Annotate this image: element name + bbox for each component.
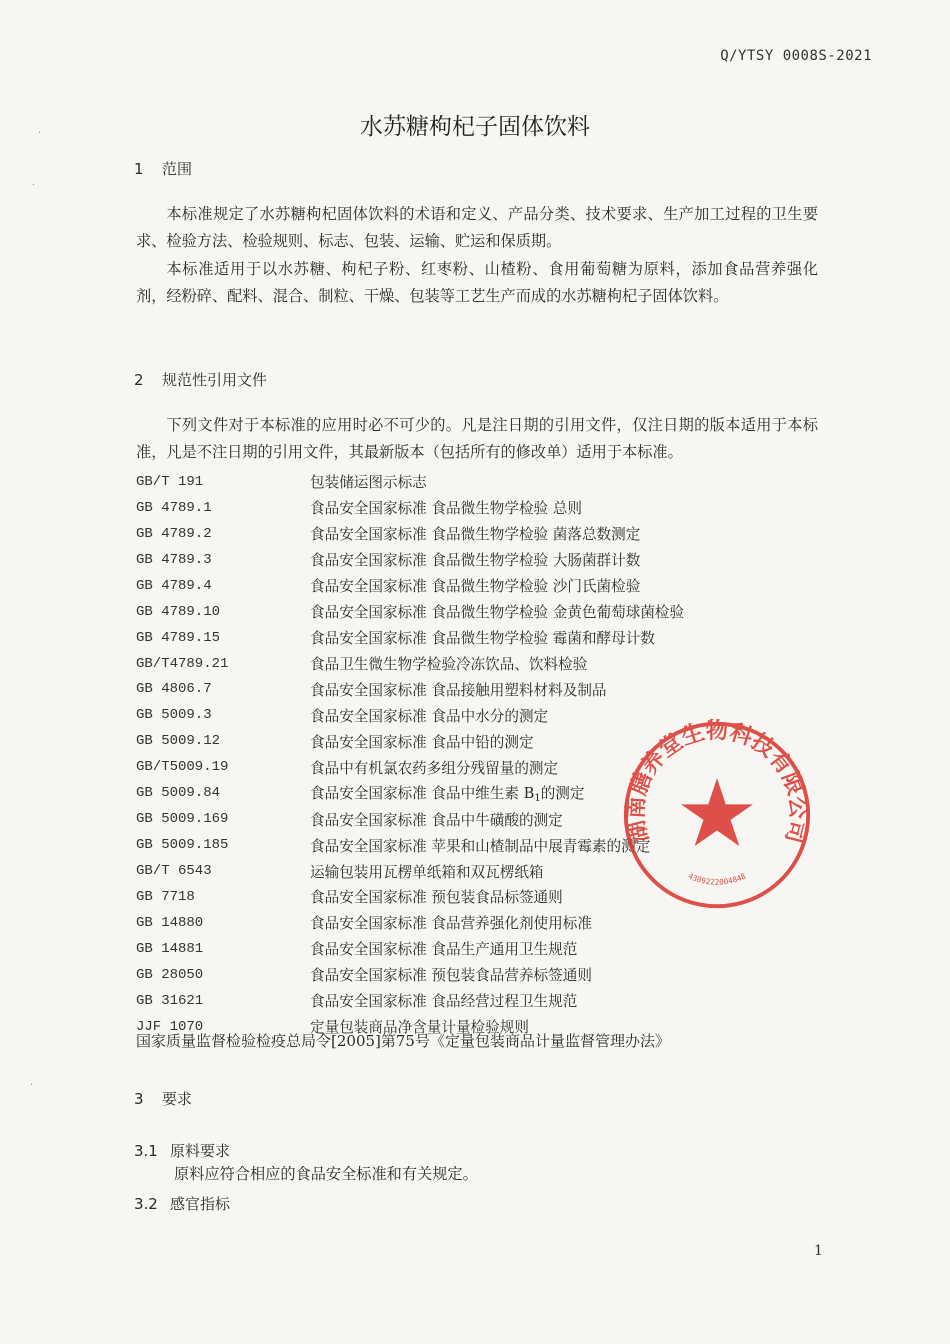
reference-title: 食品安全国家标准 食品中铅的测定: [310, 733, 534, 751]
scan-mark: ·: [32, 180, 36, 191]
reference-item: [136, 702, 684, 728]
reference-title: 食品安全国家标准 苹果和山楂制品中展青霉素的测定: [310, 837, 651, 855]
reference-code: GB 14881: [136, 940, 204, 957]
reference-item: [136, 625, 684, 651]
reference-code: GB 4789.1: [136, 499, 212, 516]
reference-list: [136, 469, 684, 1040]
reference-code: GB 28050: [136, 966, 204, 983]
reference-title: 食品安全国家标准 食品微生物学检验 菌落总数测定: [310, 526, 641, 544]
reference-code: GB 14880: [136, 914, 204, 931]
reference-code: GB 5009.12: [136, 733, 221, 750]
reference-item: [136, 936, 684, 962]
section-2-heading: [134, 369, 267, 390]
requirement-3-1-text: 原料应符合相应的食品安全标准和有关规定。: [174, 1165, 478, 1183]
reference-code: JJF 1070: [136, 1018, 204, 1035]
reference-title: 食品安全国家标准 食品微生物学检验 金黄色葡萄球菌检验: [310, 604, 685, 622]
reference-item: [136, 806, 684, 832]
reference-item: [136, 754, 684, 780]
section-3-heading: [134, 1088, 192, 1109]
company-seal: [620, 718, 814, 912]
reference-item: [136, 599, 684, 625]
reference-code: GB 5009.3: [136, 707, 212, 724]
scan-mark: ·: [30, 1080, 34, 1091]
reference-code: GB 4789.10: [136, 603, 221, 620]
reference-item: [136, 469, 684, 495]
reference-item: [136, 651, 684, 677]
reference-title: 食品安全国家标准 食品经营过程卫生规范: [310, 993, 578, 1011]
reference-code: GB/T5009.19: [136, 759, 229, 776]
reference-item: [136, 910, 684, 936]
reference-code: GB/T4789.21: [136, 655, 229, 672]
reference-item: [136, 677, 684, 703]
reference-code: GB 4789.4: [136, 577, 212, 594]
reference-code: GB 5009.84: [136, 785, 221, 802]
scope-paragraph-2: 本标准适用于以水苏糖、枸杞子粉、红枣粉、山楂粉、食用葡萄糖为原料，添加食品营养强化剂，经粉碎、配料、混合、制粒、干燥、包装等工艺生产而成的水苏糖枸杞子固体饮料。: [136, 260, 818, 306]
reference-title: 定量包装商品净含量计量检验规则: [310, 1019, 529, 1037]
section-number: 1: [134, 160, 144, 178]
reference-title: 包装储运图示标志: [310, 474, 427, 492]
reference-code: GB 4806.7: [136, 681, 212, 698]
reference-code: GB 5009.169: [136, 811, 229, 828]
reference-item: [136, 728, 684, 754]
reference-item: [136, 495, 684, 521]
reference-item: [136, 962, 684, 988]
reference-code: GB/T 191: [136, 473, 204, 490]
reference-title: 食品安全国家标准 预包装食品营养标签通则: [310, 967, 592, 985]
document-title: 水苏糖枸杞子固体饮料: [360, 114, 590, 140]
section-number: 3.2: [134, 1195, 158, 1213]
reference-title: 食品安全国家标准 食品中维生素 $B_1$的测定: [310, 785, 585, 805]
section-title: 原料要求: [170, 1142, 231, 1160]
section-title: 感官指标: [170, 1195, 231, 1213]
section-number: 3: [134, 1090, 144, 1108]
reference-item: [136, 884, 684, 910]
section-1-heading: [134, 158, 192, 179]
normative-intro: 下列文件对于本标准的应用时必不可少的。凡是注日期的引用文件，仅注日期的版本适用于本标准，凡是不注日期的引用文件，其最新版本（包括所有的修改单）适用于本标准。: [136, 416, 818, 462]
reference-code: GB 4789.15: [136, 629, 221, 646]
reference-code: GB/T 6543: [136, 863, 212, 880]
seal-number: 4309222004848: [686, 871, 748, 887]
section-3-1-heading: [134, 1140, 230, 1161]
seal-star-icon: [681, 778, 753, 846]
reference-title: 食品中有机氯农药多组分残留量的测定: [310, 759, 559, 777]
reference-item: [136, 547, 684, 573]
reference-title: 食品安全国家标准 预包装食品标签通则: [310, 889, 563, 907]
section-number: 3.1: [134, 1142, 158, 1160]
seal-company-name: 湖南膳养堂生物科技有限公司: [622, 718, 812, 846]
reference-title: 食品安全国家标准 食品微生物学检验 霉菌和酵母计数: [310, 630, 655, 648]
reference-item: [136, 988, 684, 1014]
reference-code: GB 31621: [136, 992, 204, 1009]
reference-item: [136, 780, 684, 806]
reference-code: GB 4789.2: [136, 525, 212, 542]
reference-item: [136, 858, 684, 884]
reference-code: GB 7718: [136, 888, 195, 905]
decree-reference: 国家质量监督检验检疫总局令[2005]第75号《定量包装商品计量监督管理办法》: [136, 1032, 670, 1050]
reference-title: 食品安全国家标准 食品中水分的测定: [310, 707, 549, 725]
page-number: 1: [814, 1243, 823, 1259]
reference-title: 食品卫生微生物学检验冷冻饮品、饮料检验: [310, 656, 588, 674]
reference-code: GB 4789.3: [136, 551, 212, 568]
section-title: 规范性引用文件: [162, 371, 268, 389]
reference-title: 食品安全国家标准 食品接触用塑料材料及制品: [310, 681, 607, 699]
reference-title: 食品安全国家标准 食品中牛磺酸的测定: [310, 811, 563, 829]
reference-item: [136, 832, 684, 858]
reference-title: 食品安全国家标准 食品营养强化剂使用标准: [310, 915, 592, 933]
reference-title: 食品安全国家标准 食品微生物学检验 大肠菌群计数: [310, 552, 641, 570]
section-title: 要求: [162, 1090, 193, 1108]
document-number: Q/YTSY 0008S-2021: [720, 48, 872, 64]
reference-title: 食品安全国家标准 食品生产通用卫生规范: [310, 941, 578, 959]
reference-title: 运输包装用瓦楞单纸箱和双瓦楞纸箱: [310, 863, 544, 881]
section-3-2-heading: [134, 1193, 230, 1214]
section-number: 2: [134, 371, 144, 389]
scan-mark: ·: [38, 128, 42, 139]
section-title: 范围: [162, 160, 193, 178]
reference-title: 食品安全国家标准 食品微生物学检验 沙门氏菌检验: [310, 578, 641, 596]
scope-paragraph-1: 本标准规定了水苏糖枸杞固体饮料的术语和定义、产品分类、技术要求、生产加工过程的卫生要求、检验方法、检验规则、标志、包装、运输、贮运和保质期。: [136, 205, 818, 251]
reference-item: [136, 521, 684, 547]
reference-item: [136, 573, 684, 599]
reference-code: GB 5009.185: [136, 837, 229, 854]
reference-title: 食品安全国家标准 食品微生物学检验 总则: [310, 500, 582, 518]
